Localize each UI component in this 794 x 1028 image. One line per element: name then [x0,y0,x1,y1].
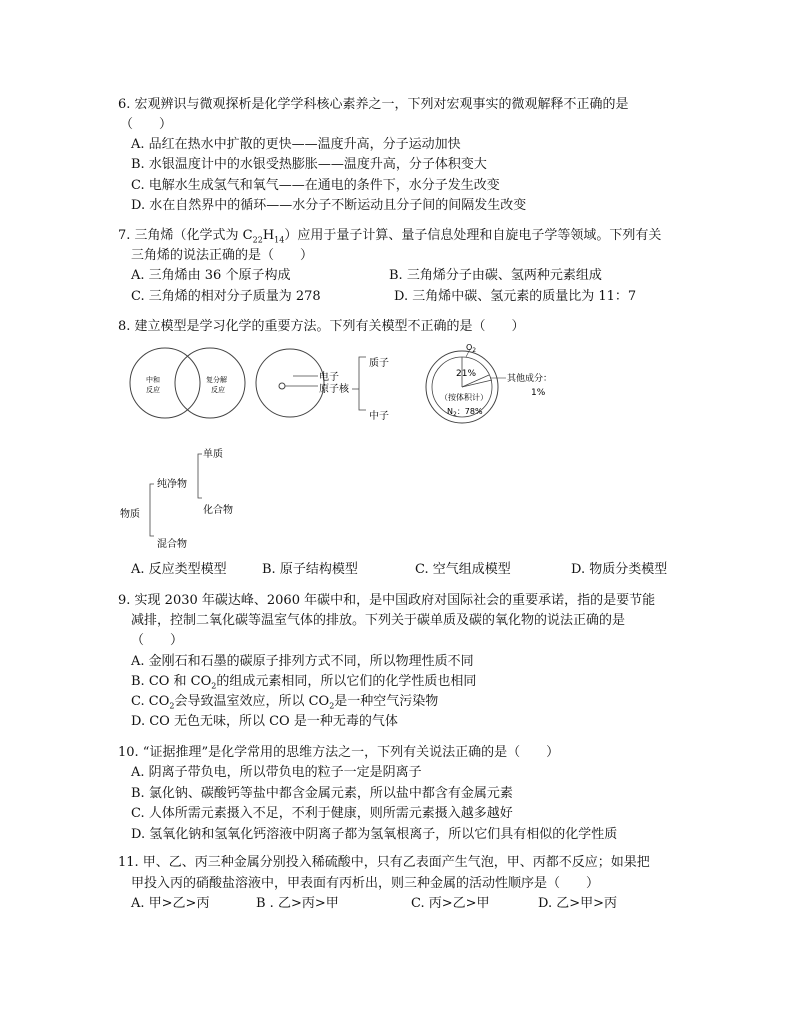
element-label: 单质 [203,449,223,460]
classification-tree [120,447,233,550]
n2-label: $N_2$：78% [447,407,483,418]
q7-option-a: A. 三角烯由 36 个原子构成 [131,268,291,283]
compound-label: 化合物 [203,505,233,516]
q11-option-d: D. 乙>甲>丙 [538,896,618,911]
venn-left-label: 中和 [146,376,160,384]
q11-option-a: A. 甲>乙>丙 [131,896,210,911]
q8-diagrams [0,340,794,570]
q10-option-c: C. 人体所需元素摄入不足，不利于健康，则所需元素摄入越多越好 [131,806,513,821]
venn-right-label-2: 反应 [211,386,225,394]
q8-stem: 8. 建立模型是学习化学的重要方法。下列有关模型不正确的是（ ） [118,319,525,334]
mixture-label: 混合物 [157,539,187,550]
pure-label: 纯净物 [157,479,187,490]
q9-stem-line1: 9. 实现 2030 年碳达峰、2060 年碳中和，是中国政府对国际社会的重要承诺，指的是要节能 [118,593,656,608]
q11-stem-line1: 11. 甲、乙、丙三种金属分别投入稀硫酸中，只有乙表面产生气泡，甲、丙都不反应；如果把 [118,855,650,870]
neutron-label: 中子 [369,411,389,422]
q9-option-c: C. $CO_2$会导致温室效应，所以 $CO_2$是一种空气污染物 [131,694,439,711]
q6-stem: 6. 宏观辨识与微观探析是化学学科核心素养之一，下列对宏观事实的微观解释不正确的是 [118,97,629,112]
q7-option-c: C. 三角烯的相对分子质量为 278 [131,289,321,304]
o2-label: $O_2$ [466,343,477,354]
q8-option-c: C. 空气组成模型 [415,562,511,577]
q9-option-a: A. 金刚石和石墨的碳原子排列方式不同，所以物理性质不同 [131,654,474,669]
q9-option-b: B. CO 和 $CO_2$的组成元素相同，所以它们的化学性质也相同 [131,674,477,691]
q6-option-d: D. 水在自然界中的循环——水分子不断运动且分子间的间隔发生改变 [131,198,527,213]
q11-option-c: C. 丙>乙>甲 [411,896,490,911]
other-label: 其他成分： [507,374,553,384]
q8-option-d: D. 物质分类模型 [571,562,668,577]
q10-option-d: D. 氢氧化钠和氢氧化钙溶液中阴离子都为氢氧根离子，所以它们具有相似的化学性质 [131,827,618,842]
venn-left-label-2: 反应 [146,386,160,394]
q11-stem-line2: 甲投入丙的硝酸盐溶液中，甲表面有丙析出，则三种金属的活动性顺序是（ ） [131,876,600,891]
electron-label: 电子 [319,372,339,383]
q7-option-b: B. 三角烯分子由碳、氢两种元素组成 [389,268,602,283]
q6-paren: （ ） [120,117,173,132]
q8-option-b: B. 原子结构模型 [262,562,358,577]
q6-option-c: C. 电解水生成氢气和氧气——在通电的条件下，水分子发生改变 [131,178,500,193]
q7-option-d: D. 三角烯中碳、氢元素的质量比为 11：7 [394,289,637,304]
q10-option-b: B. 氯化钠、碳酸钙等盐中都含金属元素，所以盐中都含有金属元素 [131,786,513,801]
q10-stem: 10. “证据推理”是化学常用的思维方法之一，下列有关说法正确的是（ ） [118,745,560,760]
other-percent: 1% [531,388,546,398]
o2-percent: 21% [456,369,477,379]
venn-right-label: 复分解 [206,376,227,384]
proton-label: 质子 [369,358,389,369]
q9-stem-line2: 减排，控制二氧化碳等温室气体的排放。下列关于碳单质及碳的氧化物的说法正确的是 [131,613,626,628]
venn-diagram [130,348,245,418]
air-pie-chart [426,343,552,423]
q7-stem: 7. 三角烯（化学式为 $C_{22}H_{14}$）应用于量子计算、量子信息处理和自旋电子学等领域。下列有关 [118,228,662,245]
q8-option-a: A. 反应类型模型 [131,562,227,577]
q6-option-a: A. 品红在热水中扩散的更快——温度升高，分子运动加快 [131,137,461,152]
q9-option-d: D. CO 无色无味，所以 CO 是一种无毒的气体 [131,714,398,729]
atom-model [256,349,389,422]
q10-option-a: A. 阴离子带负电，所以带负电的粒子一定是阴离子 [131,765,422,780]
nucleus-label: 原子核 [319,384,349,395]
matter-label: 物质 [120,509,140,520]
basis-label: （按体积计） [440,393,488,402]
q6-option-b: B. 水银温度计中的水银受热膨胀——温度升高，分子体积变大 [131,157,487,172]
q7-stem-line2: 三角烯的说法正确的是（ ） [131,248,314,263]
q11-option-b: B . 乙>丙>甲 [256,896,339,911]
q9-paren: （ ） [131,633,184,648]
